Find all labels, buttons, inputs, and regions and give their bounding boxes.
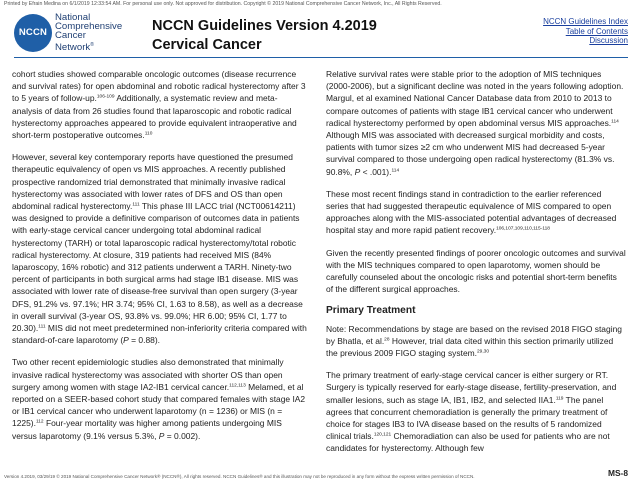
page-title-topic: Cervical Cancer [152,37,262,53]
section-heading-primary-treatment: Primary Treatment [326,305,416,317]
paragraph [326,369,626,454]
text: < .001). [360,166,392,177]
header-divider [14,57,628,58]
text: Additionally, a systematic review and meta-analysis of data from 26 studies found that laparoscopic and robotic radical hysterectomy approaches appeared to provide equivalent intraoperative and short-term postoperative outcomes. [12,93,297,141]
nccn-logo[interactable] [14,13,122,52]
citation: 114 [611,119,619,125]
p-value-symbol: P [123,335,129,346]
citation: 110 [144,131,153,137]
text: The panel agrees that concurrent chemoradiation is generally the primary treatment of choice for stages IB3 to IVA disease based on the results of 5 randomized clinical trials. [326,394,608,442]
left-column [12,68,308,452]
citation: 28 [384,337,390,343]
right-column [326,68,626,465]
text: cohort studies showed comparable oncologic outcomes (disease recurrence and survival rates) for open abdominal and robotic radical hysterectomy after 3 to 5 years of follow-up. [12,69,306,104]
nccn-logo-badge: NCCN [14,14,52,52]
discussion-link[interactable]: Discussion [589,36,628,46]
text: = 0.002). [164,430,201,441]
print-notice: Printed by Efrain Medina on 6/1/2019 12:33:54 AM. For personal use only. Not approved for distribution. Copyright © 2019 National Comprehensive Cancer Network, Inc., All Rights Reserved. [4,1,442,7]
text: Four-year mortality was higher among patients undergoing MIS versus laparotomy (9.1% versus 5.3%, [12,418,282,441]
text: However, trial data cited within this section primarily utilized the previous 2009 FIGO staging system. [326,335,614,359]
copyright-footer: Version 4.2019, 03/29/19 © 2019 National Comprehensive Cancer Network® (NCCN®), All rights reserved. NCCN Guidelines® and this illustration may not be reproduced in any form without the express written permission of NCCN. [4,474,475,479]
citation: 112 [35,419,44,425]
nccn-logo-text [55,13,122,52]
citation: 120,121 [373,432,392,438]
logo-line-2: Comprehensive [55,21,123,33]
text: Given the recently presented findings of poorer oncologic outcomes and survival with the MIS techniques compared to open laparotomy, women should be carefully counseled about the oncologic risks and potential short-term benefits of the different surgical approaches. [326,247,626,295]
p-value-symbol: P [158,430,165,441]
table-of-contents-link[interactable]: Table of Contents [565,26,628,36]
text: The primary treatment of early-stage cervical cancer is either surgery or RT. Surgery is typically reserved for early-stage disease, fertility-preservation, and smaller lesions, such as stage IA, IB1, IB2, and selected IIA1. [326,370,617,405]
paragraph [326,188,626,237]
logo-registered-mark: ® [90,41,94,48]
paragraph [12,68,308,141]
text: Note: Recommendations by stage are based on the revised 2018 FIGO staging by Bhatla, et al. [326,323,622,346]
citation: 112,113 [229,383,246,389]
p-value-symbol: P [354,166,361,177]
paragraph [12,151,308,346]
paragraph [326,323,626,360]
logo-line-1: National [55,12,91,23]
citation: 106-109 [96,94,115,100]
logo-line-3: Cancer [55,30,86,42]
guideline-nav [543,17,628,46]
paragraph [12,356,308,441]
paragraph [326,247,626,296]
citation: 29,30 [477,349,490,355]
citation: 106,107,109,110,115-118 [496,226,550,232]
text: Although MIS was associated with decreased surgical morbidity and costs, patients with tumor sizes ≥2 cm who underwent MIS had decreased 5-year survival compared to those undergoing open radical hysterectomy (81.3% vs. 90.8%, [326,130,615,177]
text: Relative survival rates were stable prior to the adoption of MIS techniques (2000-2006), but a significant decline was noted in the years following adoption. Margul, et al examined National Cancer Database data from 2010 to 2013 to compare outcomes of patients with stage IB1 cervical cancer who underwent radical hysterectomy performed by open abdominal versus MIS approaches. [326,69,624,128]
guidelines-index-link[interactable]: NCCN Guidelines Index [543,17,628,26]
citation: 111 [38,324,46,330]
text: Chemoradiation can also be used for patients who are not candidates for hysterectomy. Although few [326,431,610,454]
text: These most recent findings stand in contradiction to the earlier referenced series that had suggested therapeutic equivalence of MIS compared to open approaches along with the MIS-associated potential advantages of decreased hospital stay and more rapid patient recovery. [326,188,617,236]
text: However, several key contemporary reports have questioned the presumed therapeutic equivalency of open vs MIS approaches. A recently published prospective randomized trial demonstrated that minimally invasive radical hysterectomy was associated with lower rates of DFS and OS than open abdominal radical hysterectomy. [12,152,293,212]
page-title-version: NCCN Guidelines Version 4.2019 [152,18,377,34]
citation: 114 [391,168,400,174]
text: = 0.88). [128,335,160,346]
page-title [152,17,377,55]
text: MIS did not meet predetermined non-inferiority criteria compared with standard-of-care laparotomy ( [12,323,307,346]
text: Melamed, et al reported on a SEER-based cohort study that compared females with stage IA2 or IB1 cervical cancer who underwent laparotomy (n = 1236) or MIS (n = 1225). [12,381,306,429]
page-number: MS-8 [607,468,628,478]
logo-line-4 [55,41,122,52]
text: Two other recent epidemiologic studies also demonstrated that minimally invasive radical hysterectomy was associated with shorter OS than open surgery among women with stage IA2-IB1 cervical cancer. [12,357,284,392]
text: This phase III LACC trial (NCT00614211) was designed to provide a definitive comparison of outcomes data in patients with early-stage cervical cancer undergoing total abdominal radical hysterectomy (TARH) or total laparoscopic radical hysterectomy/total robotic radical hysterectomy. At closure, 319 patients had received MIS (84% laparoscopy, 16% robotic) and 312 patients underwent a TARH. Ninety-two percent of participants in both surgical arms had stage IB1 disease. MIS was associated with lower rate of disease-free survival than open surgery (3-year DFS, 91.2% vs. 97.1%; HR 3.74; 95% CI, 1.63 to 8.58), as well as a decrease in overall survival (3-year OS, 93.8% vs. 99.0%; HR 6.00; 95% CI, 1.77 to 20.30). [12,201,303,334]
citation: 119 [555,396,564,402]
citation: 111 [132,202,140,208]
logo-line-4-text: Network [55,41,91,53]
paragraph [326,68,626,178]
